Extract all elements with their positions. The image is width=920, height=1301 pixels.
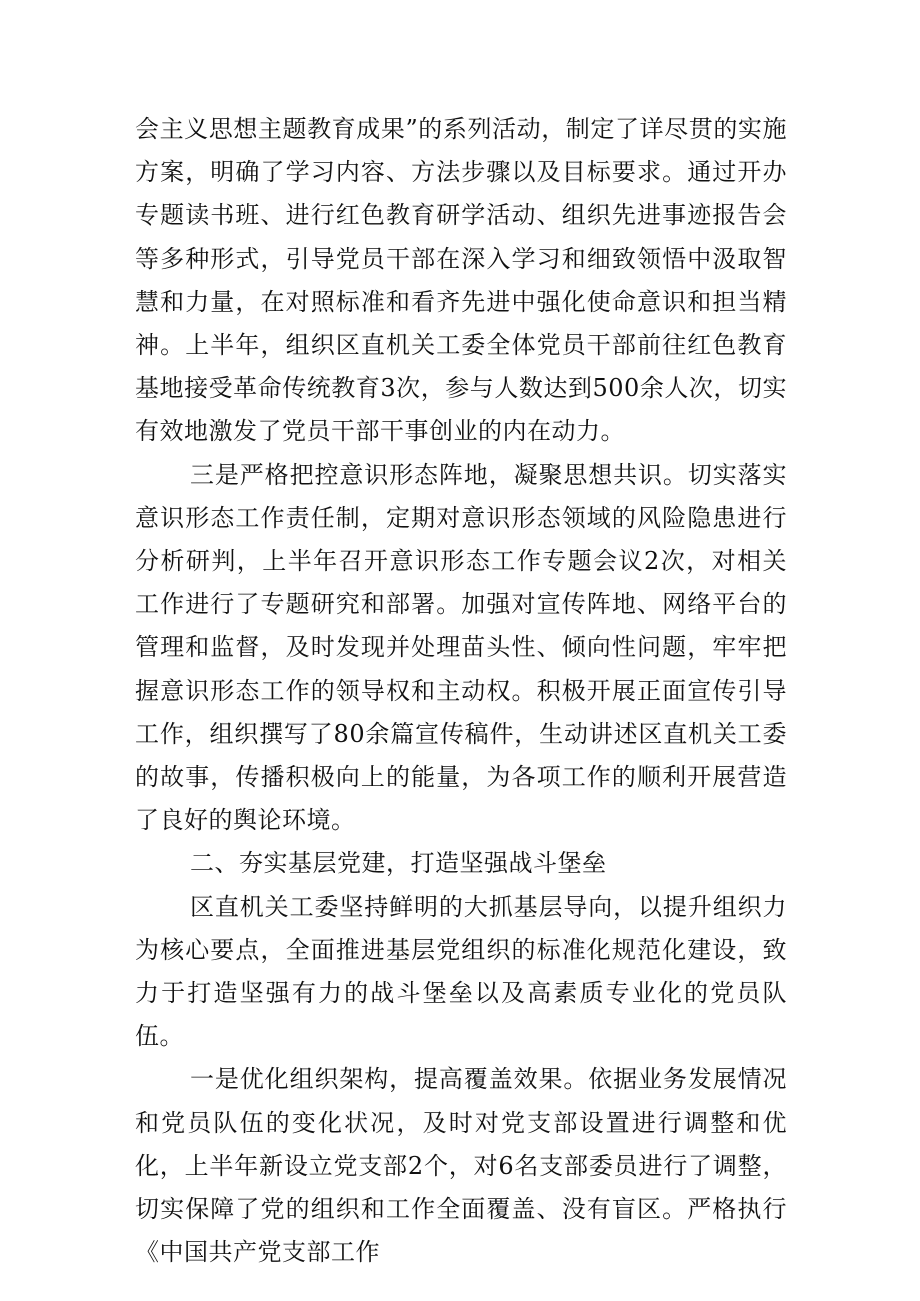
section-heading: 二、夯实基层党建，打造坚强战斗堡垒 [190,849,607,878]
document-body [135,108,787,1274]
paragraph-ideology: 三是严格把控意识形态阵地，凝聚思想共识。切实落实意识形态工作责任制，定期对意识形态领域的风险隐患进行分析研判，上半年召开意识形态工作专题会议2次，对相关工作进行了专题研究和部署。加强对宣传阵地、网络平台的管理和监督，及时发现并处理苗头性、倾向性问题，牢牢把握意识形态工作的领导权和主动权。积极开展正面宣传引导工作，组织撰写了80余篇宣传稿件，生动讲述区直机关工委的故事，传播积极向上的能量，为各项工作的顺利开展营造了良好的舆论环境。 [135,460,787,835]
paragraph-section-intro: 区直机关工委坚持鲜明的大抓基层导向，以提升组织力为核心要点，全面推进基层党组织的标准化规范化建设，致力于打造坚强有力的战斗堡垒以及高素质专业化的党员队伍。 [135,892,787,1051]
paragraph-continuation: 会主义思想主题教育成果”的系列活动，制定了详尽贯的实施方案，明确了学习内容、方法步骤以及目标要求。通过开办专题读书班、进行红色教育研学活动、组织先进事迹报告会等多种形式，引导党员干部在深入学习和细致领悟中汲取智慧和力量，在对照标准和看齐先进中强化使命意识和担当精神。上半年，组织区直机关工委全体党员干部前往红色教育基地接受革命传统教育3次，参与人数达到500余人次，切实有效地激发了党员干部干事创业的内在动力。 [135,115,787,446]
paragraph-organization: 一是优化组织架构，提高覆盖效果。依据业务发展情况和党员队伍的变化状况，及时对党支部设置进行调整和优化，上半年新设立党支部2个，对6名支部委员进行了调整，切实保障了党的组织和工作全面覆盖、没有盲区。严格执行《中国共产党支部工作 [135,1065,787,1267]
